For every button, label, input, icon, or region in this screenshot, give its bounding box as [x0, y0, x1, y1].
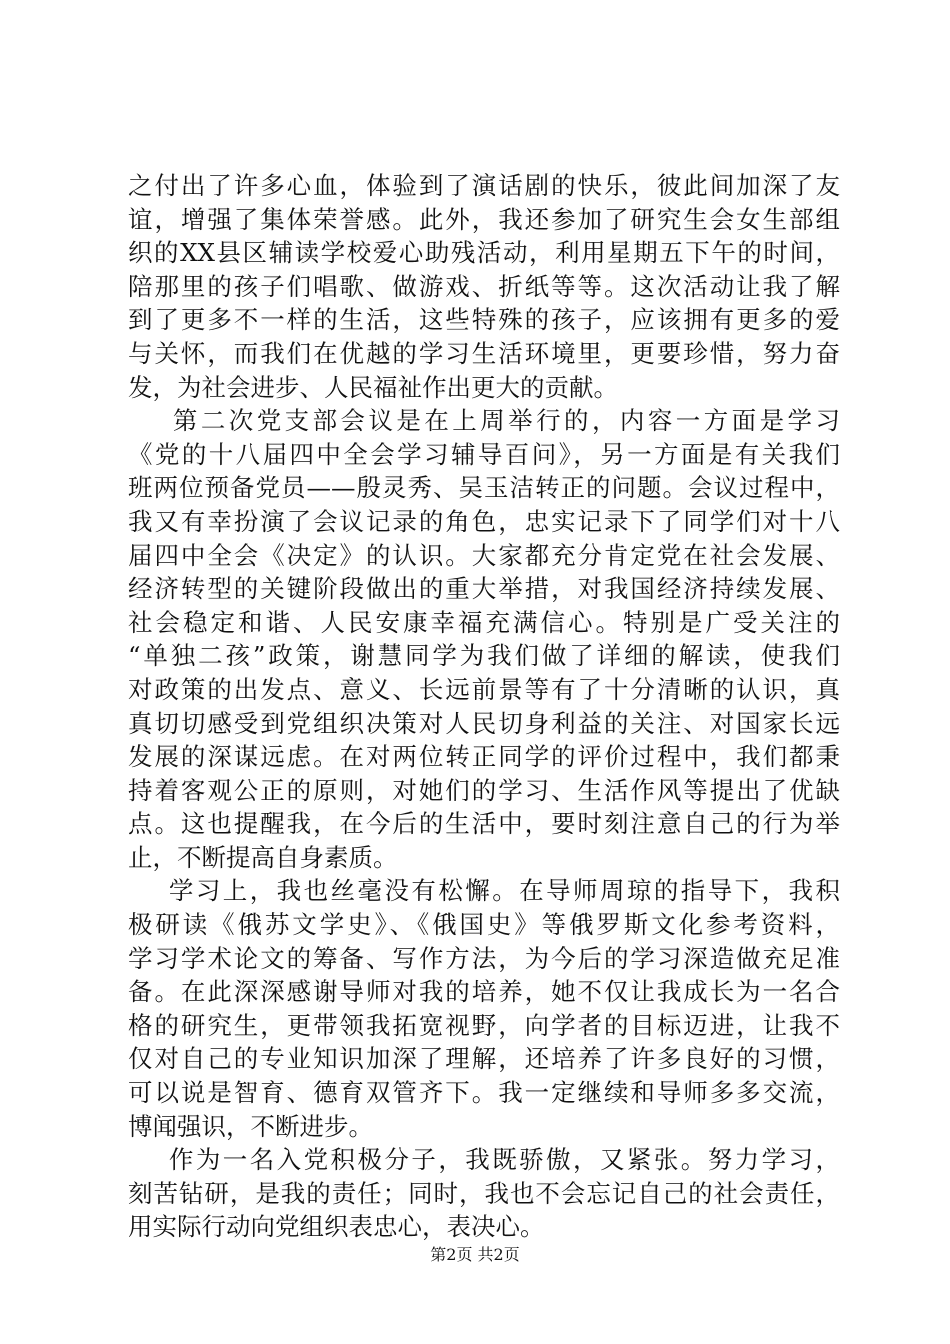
- text-line: 我又有幸扮演了会议记录的角色，忠实记录下了同学们对十八: [128, 506, 840, 536]
- text-line: 届四中全会《决定》的认识。大家都充分肯定党在社会发展、: [128, 540, 840, 570]
- text-line: “单独二孩”政策，谢慧同学为我们做了详细的解读，使我们: [128, 641, 840, 671]
- text-line: 博闻强识，不断进步。: [128, 1111, 373, 1141]
- text-line: 格的研究生，更带领我拓宽视野，向学者的目标迈进，让我不: [128, 1010, 840, 1040]
- text-line: 点。这也提醒我，在今后的生活中，要时刻注意自己的行为举: [128, 809, 840, 839]
- text-line: 极研读《俄苏文学史》、《俄国史》等俄罗斯文化参考资料，: [128, 910, 840, 940]
- text-line: 学习上，我也丝毫没有松懈。在导师周琼的指导下，我积: [128, 876, 840, 906]
- text-line: 《党的十八届四中全会学习辅导百问》，另一方面是有关我们: [128, 439, 840, 469]
- text-line: 谊，增强了集体荣誉感。此外，我还参加了研究生会女生部组: [128, 204, 840, 234]
- text-line: 第二次党支部会议是在上周举行的，内容一方面是学习: [128, 406, 840, 436]
- document-body: [128, 169, 840, 1244]
- text-line: 用实际行动向党组织表忠心，表决心。: [128, 1212, 545, 1242]
- text-line: 对政策的出发点、意义、长远前景等有了十分清晰的认识，真: [128, 674, 840, 704]
- text-line: 备。在此深深感谢导师对我的培养，她不仅让我成长为一名合: [128, 977, 840, 1007]
- text-line: 可以说是智育、德育双管齐下。我一定继续和导师多多交流，: [128, 1078, 840, 1108]
- text-line: 刻苦钻研，是我的责任；同时，我也不会忘记自己的社会责任，: [128, 1178, 840, 1208]
- text-line: 陪那里的孩子们唱歌、做游戏、折纸等等。这次活动让我了解: [128, 271, 840, 301]
- text-line: 之付出了许多心血，体验到了演话剧的快乐，彼此间加深了友: [128, 171, 840, 200]
- text-line: 作为一名入党积极分子，我既骄傲，又紧张。努力学习，: [128, 1145, 840, 1175]
- text-line: 学习学术论文的筹备、写作方法，为今后的学习深造做充足准: [128, 943, 840, 973]
- text-line: 真切切感受到党组织决策对人民切身利益的关注、对国家长远: [128, 708, 840, 738]
- text-line: 经济转型的关键阶段做出的重大举措，对我国经济持续发展、: [128, 574, 840, 604]
- text-line: 发展的深谋远虑。在对两位转正同学的评价过程中，我们都秉: [128, 742, 840, 772]
- page-footer: 第2页 共2页: [430, 1245, 520, 1264]
- text-line: 到了更多不一样的生活，这些特殊的孩子，应该拥有更多的爱: [128, 305, 840, 335]
- text-line: 社会稳定和谐、人民安康幸福充满信心。特别是广受关注的: [128, 607, 840, 637]
- text-line: 与关怀，而我们在优越的学习生活环境里，更要珍惜，努力奋: [128, 338, 840, 368]
- text-line: 发，为社会进步、人民福祉作出更大的贡献。: [128, 372, 618, 402]
- text-line: 织的XX县区辅读学校爱心助残活动，利用星期五下午的时间，: [128, 238, 840, 268]
- text-line: 持着客观公正的原则，对她们的学习、生活作风等提出了优缺: [128, 775, 840, 805]
- text-line: 仅对自己的专业知识加深了理解，还培养了许多良好的习惯，: [128, 1044, 840, 1074]
- text-line: 班两位预备党员——殷灵秀、吴玉洁转正的问题。会议过程中，: [128, 473, 840, 503]
- text-line: 止，不断提高自身素质。: [128, 842, 398, 872]
